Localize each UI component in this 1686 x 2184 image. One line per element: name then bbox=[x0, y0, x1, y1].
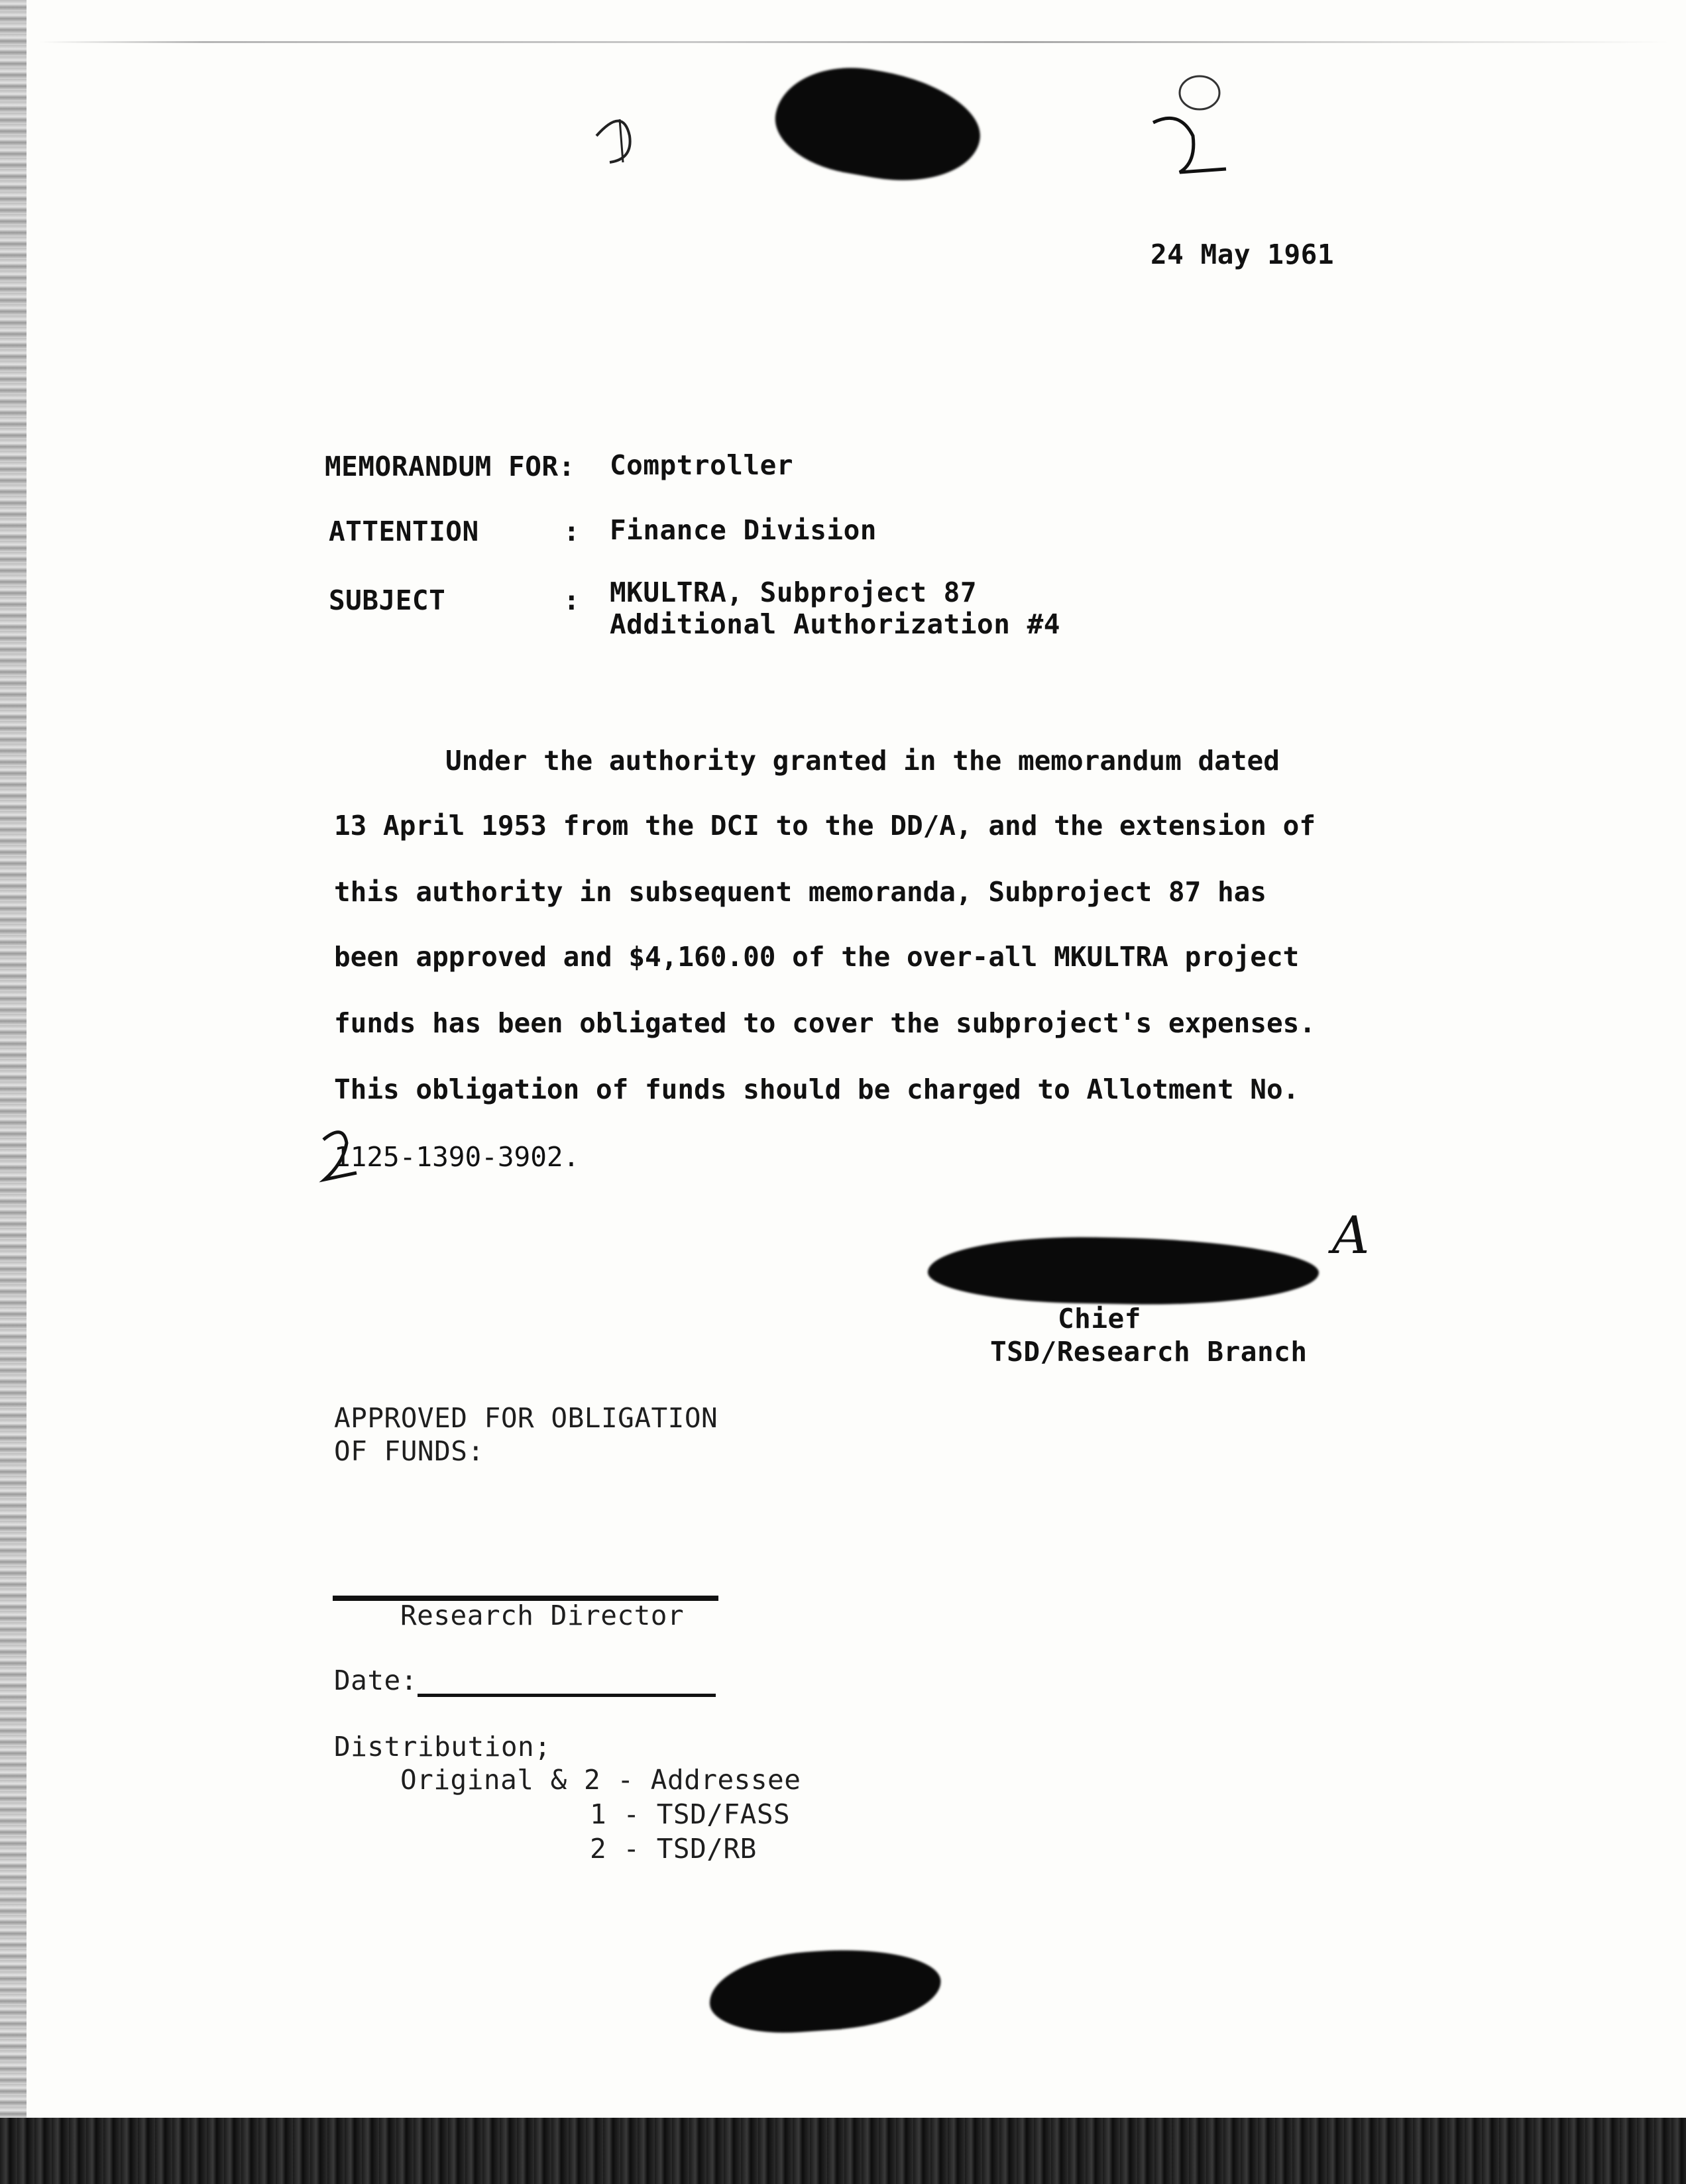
body-line-1: Under the authority granted in the memorandum dated bbox=[445, 745, 1280, 777]
body-line-2: 13 April 1953 from the DCI to the DD/A, and the extension of bbox=[334, 810, 1316, 842]
distribution-label: Distribution; bbox=[334, 1731, 551, 1763]
subject-separator: : bbox=[563, 584, 581, 616]
approval-line-1: APPROVED FOR OBLIGATION bbox=[334, 1402, 718, 1434]
subject-line-2: Additional Authorization #4 bbox=[610, 608, 1060, 640]
body-line-5: funds has been obligated to cover the subproject's expenses. bbox=[334, 1007, 1316, 1039]
scan-bottom-band bbox=[0, 2118, 1686, 2184]
subject-line-1: MKULTRA, Subproject 87 bbox=[610, 576, 978, 608]
body-line-7: 1125-1390-3902. bbox=[334, 1141, 580, 1173]
body-line-6: This obligation of funds should be charged to Allotment No. bbox=[334, 1073, 1300, 1105]
attention-value: Finance Division bbox=[610, 514, 877, 546]
memo-for-label: MEMORANDUM FOR: bbox=[325, 451, 575, 482]
date-line bbox=[418, 1694, 716, 1697]
body-line-4: been approved and $4,160.00 of the over-all MKULTRA project bbox=[334, 941, 1300, 973]
attention-label: ATTENTION bbox=[329, 516, 479, 547]
distribution-item-3: 2 - TSD/RB bbox=[590, 1833, 757, 1865]
top-redaction bbox=[767, 54, 988, 194]
body-line-3: this authority in subsequent memoranda, Subproject 87 has bbox=[334, 876, 1266, 908]
handwritten-number-mark bbox=[1140, 63, 1246, 179]
memo-date: 24 May 1961 bbox=[1151, 239, 1335, 270]
research-director-label: Research Director bbox=[400, 1600, 685, 1631]
bottom-redaction bbox=[706, 1943, 944, 2038]
scan-top-streak bbox=[40, 41, 1670, 43]
scan-left-edge bbox=[0, 0, 27, 2184]
handwritten-bracket-mark bbox=[583, 99, 656, 172]
signature-redaction bbox=[927, 1234, 1320, 1307]
handwritten-initial-mark: A bbox=[1332, 1206, 1370, 1266]
signature-title: Chief bbox=[1058, 1303, 1141, 1335]
handwritten-allotment-correction bbox=[317, 1126, 363, 1186]
signature-org: TSD/Research Branch bbox=[990, 1336, 1308, 1368]
distribution-item-1: Original & 2 - Addressee bbox=[400, 1764, 801, 1796]
memo-for-value: Comptroller bbox=[610, 449, 794, 481]
distribution-item-2: 1 - TSD/FASS bbox=[590, 1798, 791, 1830]
attention-separator: : bbox=[563, 516, 581, 547]
approval-line-2: OF FUNDS: bbox=[334, 1435, 484, 1467]
date-label: Date: bbox=[334, 1665, 418, 1696]
subject-label: SUBJECT bbox=[329, 584, 446, 616]
